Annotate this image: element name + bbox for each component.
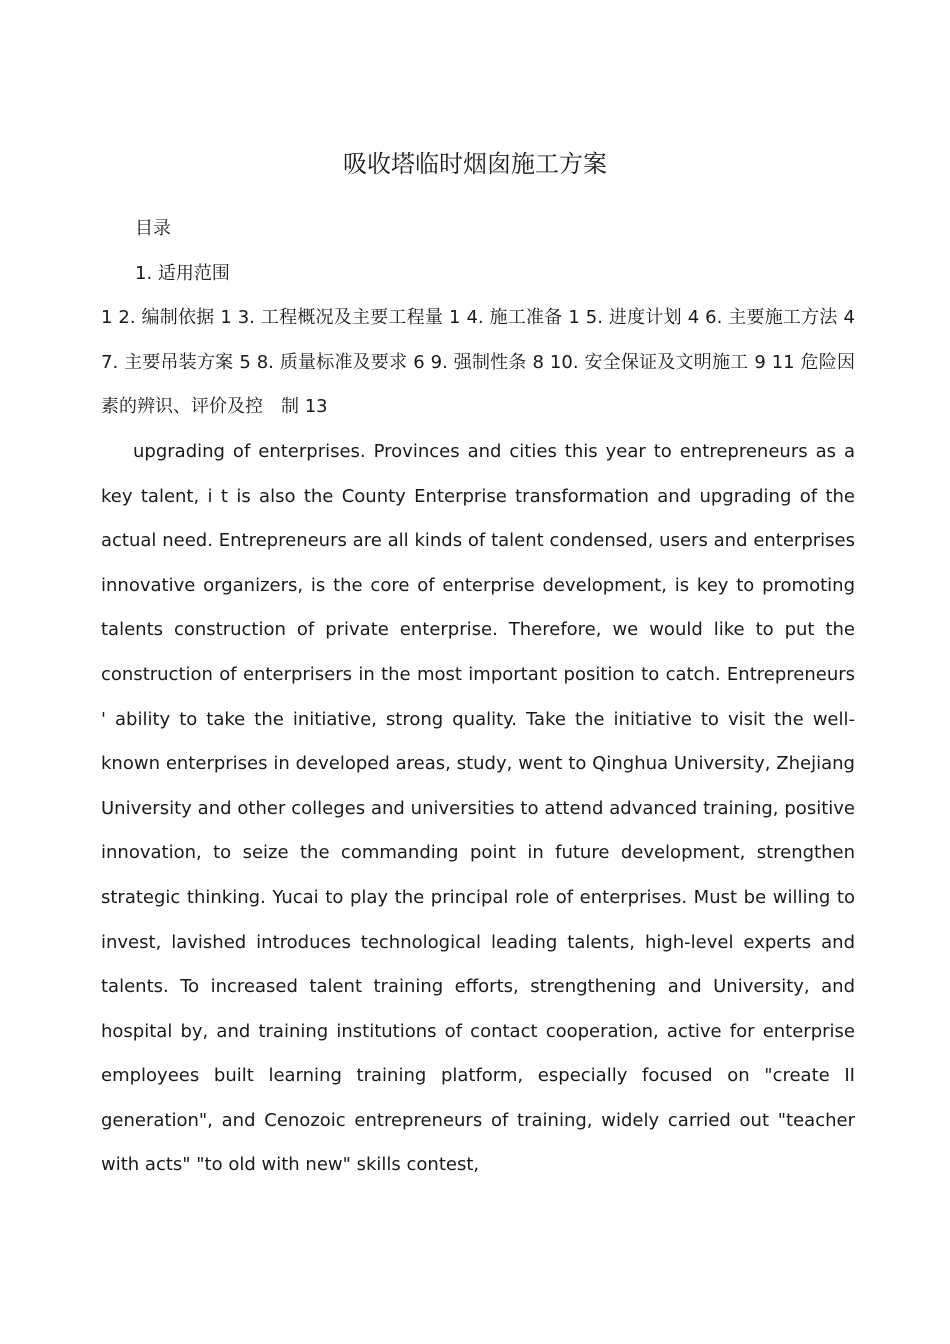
body-paragraph: upgrading of enterprises. Provinces and cities this year to entrepreneurs as a key talent, i t is also the County Enterprise transformation and upgrading of the actual need. Entrepreneurs are all kinds of talent condensed, users and enterprises innovative organizers, is the core of enterprise development, is key to promoting talents construction of private enterprise. Therefore, we would like to put the construction of enterprisers in the most important position to catch. Entrepreneurs ' ability to take the initiative, strong quality. Take the initiative to visit the well-known enterprises in developed areas, study, went to Qinghua University, Zhejiang University and other colleges and universities to attend advanced training, positive innovation, to seize the commanding point in future development, strengthen strategic thinking. Yucai to play the principal role of enterprises. Must be willing to invest, lavished introduces technological leading talents, high-level experts and talents. To increased talent training efforts, strengthening and University, and hospital by, and training institutions of contact cooperation, active for enterprise employees built learning training platform, especially focused on "create II generation", and Cenozoic entrepreneurs of training, widely carried out "teacher with acts" "to old with new" skills contest, bbox=[101, 440, 855, 1176]
toc-entries: 1 2. 编制依据 1 3. 工程概况及主要工程量 1 4. 施工准备 1 5. 进度计划 4 6. 主要施工方法 4 7. 主要吊装方案 5 8. 质量标准及要求 6 9. 强制性条 8 10. 安全保证及文明施工 9 11 危险因素的辨识、评价及控 制 13 bbox=[101, 307, 855, 418]
toc-heading: 目录 bbox=[135, 218, 171, 239]
toc-first-entry: 1. 适用范围 bbox=[135, 262, 230, 284]
document-title: 吸收塔临时烟囱施工方案 bbox=[343, 150, 607, 178]
document-content bbox=[101, 207, 855, 1188]
